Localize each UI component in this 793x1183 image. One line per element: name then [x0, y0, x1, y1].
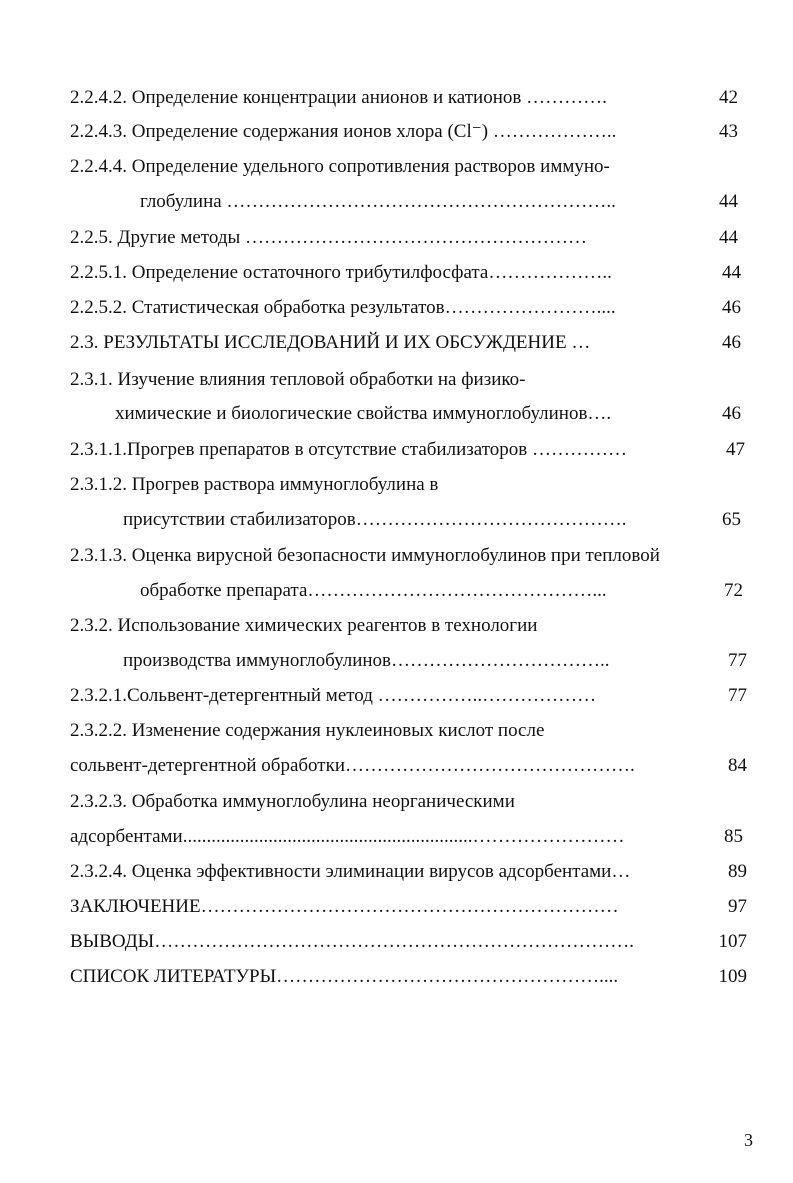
toc-entry — [0, 224, 793, 252]
toc-entry-continuation — [0, 400, 793, 428]
toc-entry — [0, 118, 793, 146]
toc-entry — [0, 294, 793, 322]
toc-entry-text: глобулина …………………………………………………….. — [140, 191, 616, 212]
toc-entry-text: 2.3.1. Изучение влияния тепловой обработки на физико- — [70, 369, 526, 390]
toc-entry-text: 2.3.2.1.Сольвент-детергентный метод ……………..……………… — [70, 685, 597, 706]
toc-entry-text: сольвент-детергентной обработки………………………………………. — [70, 755, 635, 776]
toc-entry — [0, 259, 793, 287]
toc-entry-text: производства иммуноглобулинов…………………………….. — [123, 650, 610, 671]
toc-entry-text: 2.3.1.2. Прогрев раствора иммуноглобулина в — [70, 474, 439, 495]
toc-entry — [0, 542, 793, 570]
toc-entry-page: 77 — [728, 685, 747, 706]
toc-entry-page: 97 — [728, 896, 747, 917]
toc-entry-page: 77 — [728, 650, 747, 671]
toc-entry-page: 109 — [718, 966, 747, 987]
toc-entry-page: 43 — [719, 121, 738, 142]
toc-entry-page: 46 — [722, 403, 741, 424]
toc-entry-page: 42 — [719, 87, 738, 108]
toc-entry — [0, 717, 793, 745]
toc-entry-page: 89 — [728, 861, 747, 882]
toc-entry-page: 107 — [718, 931, 747, 952]
toc-entry-text: присутствии стабилизаторов……………………………………. — [123, 509, 627, 530]
toc-entry-page: 84 — [728, 755, 747, 776]
toc-entry-text: 2.2.4.4. Определение удельного сопротивления растворов иммуно- — [70, 156, 610, 177]
toc-entry-page: 44 — [719, 191, 738, 212]
toc-entry-text: 2.2.5. Другие методы ……………………………………………… — [70, 227, 587, 248]
toc-entry — [0, 329, 793, 357]
toc-entry-continuation — [0, 752, 793, 780]
toc-entry — [0, 436, 793, 464]
toc-entry — [0, 84, 793, 112]
toc-entry — [0, 682, 793, 710]
toc-entry-continuation — [0, 506, 793, 534]
toc-entry-page: 47 — [726, 439, 745, 460]
toc-entry-page: 44 — [722, 262, 741, 283]
toc-entry — [0, 471, 793, 499]
toc-entry — [0, 858, 793, 886]
toc-entry-continuation — [0, 188, 793, 216]
toc-entry-continuation — [0, 577, 793, 605]
toc-entry-text: химические и биологические свойства иммуноглобулинов…. — [115, 403, 612, 424]
toc-entry — [0, 963, 793, 991]
toc-entry-text: 2.3. РЕЗУЛЬТАТЫ ИССЛЕДОВАНИЙ И ИХ ОБСУЖДЕНИЕ … — [70, 332, 591, 353]
toc-entry-page: 65 — [722, 509, 741, 530]
toc-entry-text: 2.3.1.1.Прогрев препаратов в отсутствие стабилизаторов …………… — [70, 439, 627, 460]
toc-entry-text: 2.2.5.1. Определение остаточного трибутилфосфата……………….. — [70, 262, 612, 283]
toc-entry — [0, 366, 793, 394]
toc-entry-text: 2.2.4.3. Определение содержания ионов хлора (Cl⁻) ……………….. — [70, 121, 617, 142]
toc-entry — [0, 928, 793, 956]
toc-entry-text: 2.2.5.2. Статистическая обработка результатов…………………….... — [70, 297, 616, 318]
toc-entry-text: СПИСОК ЛИТЕРАТУРЫ…………………………………………….... — [70, 966, 619, 987]
page-number: 3 — [744, 1130, 753, 1150]
toc-entry-continuation — [0, 647, 793, 675]
toc-entry-continuation — [0, 823, 793, 851]
toc-entry-page: 44 — [719, 227, 738, 248]
toc-entry-page: 85 — [724, 826, 743, 847]
toc-entry-text: 2.3.2.3. Обработка иммуноглобулина неорганическими — [70, 791, 515, 812]
toc-entry-text: 2.3.1.3. Оценка вирусной безопасности иммуноглобулинов при тепловой — [70, 545, 660, 566]
toc-entry-text: 2.3.2. Использование химических реагентов в технологии — [70, 615, 538, 636]
toc-entry-page: 46 — [722, 297, 741, 318]
toc-entry — [0, 153, 793, 181]
toc-entry-text: 2.3.2.4. Оценка эффективности элиминации вирусов адсорбентами… — [70, 861, 631, 882]
toc-entry-page: 72 — [724, 580, 743, 601]
toc-entry — [0, 612, 793, 640]
toc-entry-text: 2.3.2.2. Изменение содержания нуклеиновых кислот после — [70, 720, 545, 741]
toc-entry-text: обработке препарата………………………………………... — [140, 580, 607, 601]
toc-entry — [0, 893, 793, 921]
toc-entry-text: ЗАКЛЮЧЕНИЕ………………………………………………………… — [70, 896, 619, 917]
toc-entry-page: 46 — [722, 332, 741, 353]
toc-entry-text: адсорбентами.............................................................…………………… — [70, 826, 625, 847]
toc-entry — [0, 788, 793, 816]
toc-entry-text: 2.2.4.2. Определение концентрации анионов и катионов …………. — [70, 87, 607, 108]
toc-entry-text: ВЫВОДЫ…………………………………………………………………. — [70, 931, 634, 952]
